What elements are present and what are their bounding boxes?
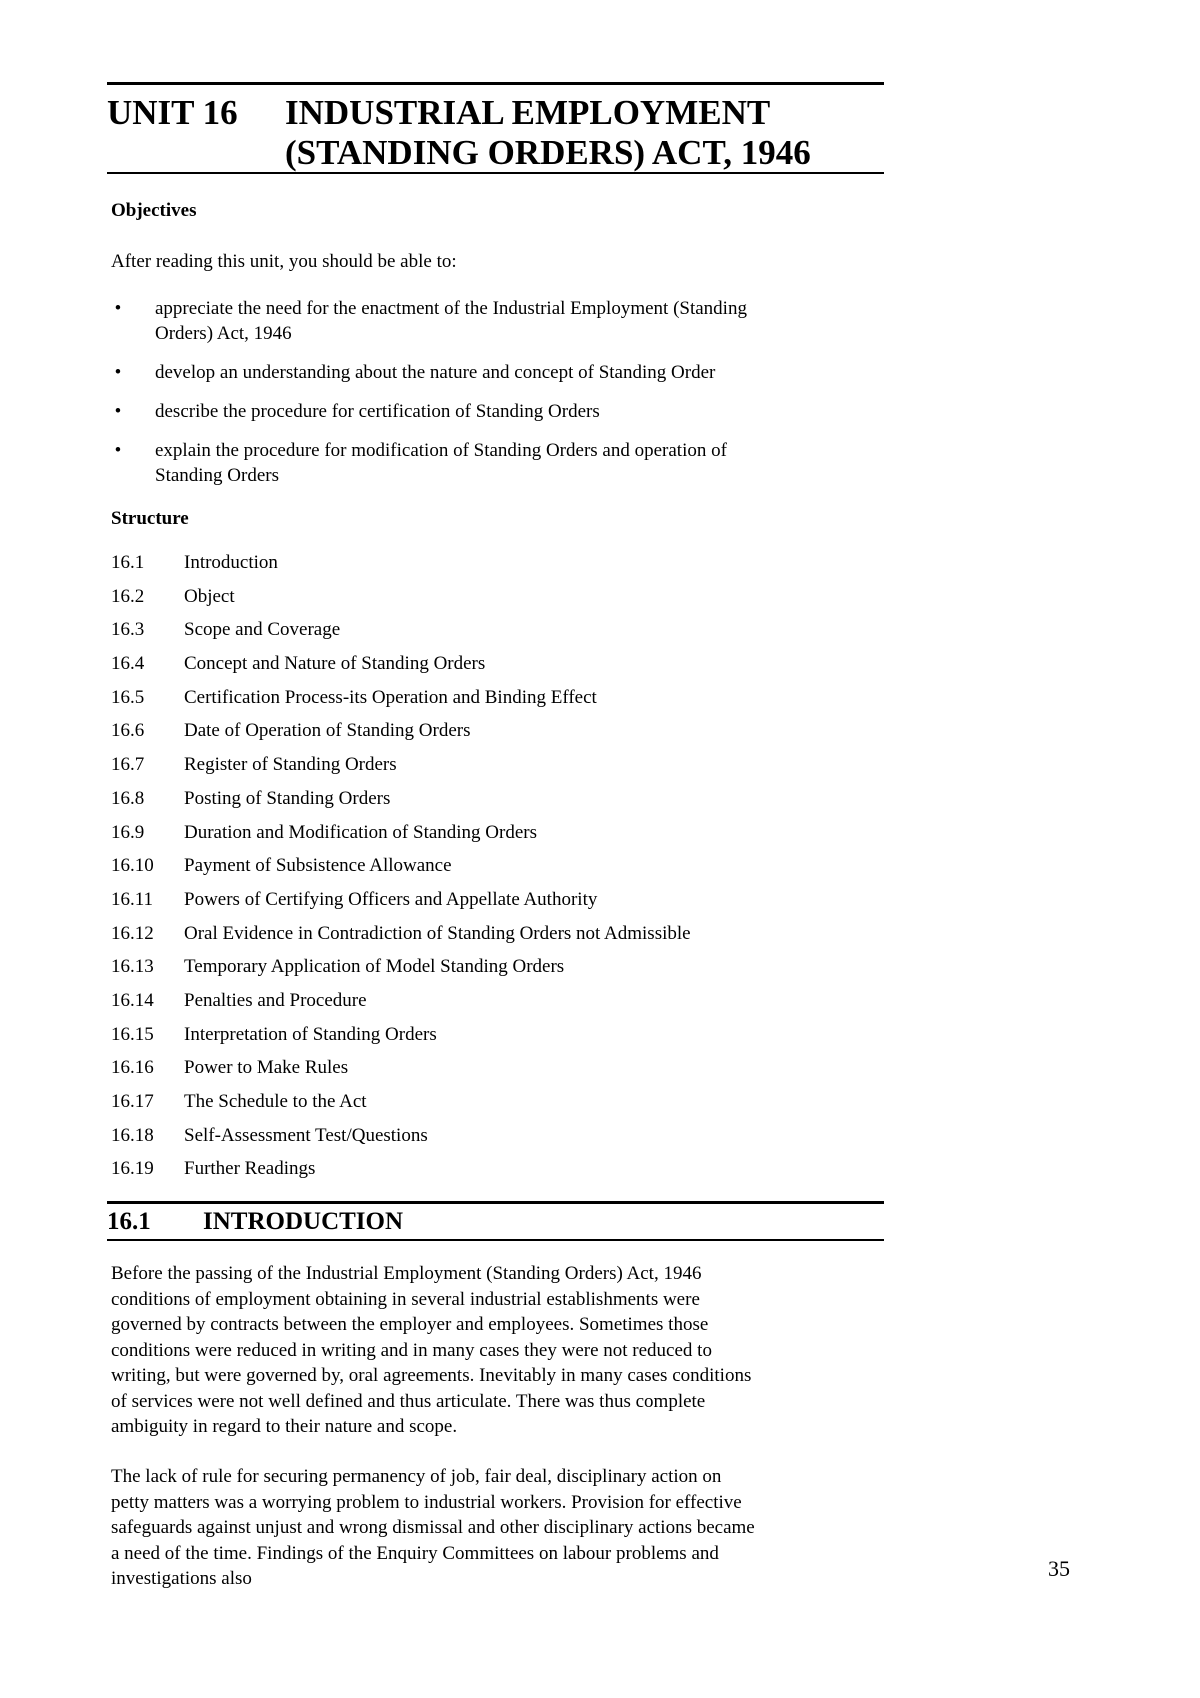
paragraph-line: conditions of employment obtaining in several industrial establishments were bbox=[111, 1288, 700, 1310]
objective-text-line: appreciate the need for the enactment of the Industrial Employment (Standing bbox=[155, 298, 747, 319]
paragraph-line: The lack of rule for securing permanency of job, fair deal, disciplinary action on bbox=[111, 1466, 722, 1487]
structure-item-number: 16.18 bbox=[111, 1124, 154, 1146]
structure-item-title: Posting of Standing Orders bbox=[184, 787, 391, 809]
structure-item bbox=[111, 617, 691, 651]
structure-item-number: 16.15 bbox=[111, 1023, 154, 1045]
bullet-icon: • bbox=[114, 362, 122, 383]
unit-title-row-1 bbox=[107, 93, 884, 133]
objective-text-line: explain the procedure for modification of Standing Orders and operation of bbox=[155, 440, 727, 461]
structure-item-title: Interpretation of Standing Orders bbox=[184, 1023, 437, 1045]
structure-item-number: 16.16 bbox=[111, 1057, 154, 1079]
objective-text-line: develop an understanding about the nature and concept of Standing Order bbox=[155, 362, 716, 383]
structure-item-number: 16.3 bbox=[111, 619, 145, 641]
page-number: 35 bbox=[1048, 1556, 1070, 1581]
structure-item-number: 16.9 bbox=[111, 821, 145, 843]
unit-label: UNIT 16 bbox=[107, 93, 238, 132]
structure-item-number: 16.12 bbox=[111, 922, 154, 944]
objective-item bbox=[111, 296, 871, 346]
objective-text-line: Orders) Act, 1946 bbox=[155, 323, 292, 344]
structure-item-number: 16.19 bbox=[111, 1158, 154, 1180]
structure-item-number: 16.10 bbox=[111, 855, 154, 877]
structure-item-number: 16.17 bbox=[111, 1091, 154, 1112]
structure-item bbox=[111, 1123, 691, 1157]
structure-item bbox=[111, 685, 691, 719]
structure-item-number: 16.4 bbox=[111, 653, 145, 675]
paragraph-line: governed by contracts between the employer and employees. Sometimes those bbox=[111, 1314, 709, 1335]
structure-item bbox=[111, 853, 691, 887]
structure-item-title: Introduction bbox=[184, 552, 278, 573]
structure-item-title: Scope and Coverage bbox=[184, 619, 341, 641]
unit-title-line-1: INDUSTRIAL EMPLOYMENT bbox=[285, 93, 771, 132]
structure-item bbox=[111, 988, 691, 1022]
paragraph-line: safeguards against unjust and wrong dismissal and other disciplinary actions became bbox=[111, 1517, 755, 1538]
unit-title-line-2: (STANDING ORDERS) ACT, 1946 bbox=[285, 133, 811, 172]
structure-item-title: Self-Assessment Test/Questions bbox=[184, 1124, 428, 1146]
structure-item bbox=[111, 550, 691, 584]
introduction-section-number: 16.1 bbox=[107, 1207, 151, 1235]
objective-item bbox=[111, 360, 871, 385]
objective-text-line: describe the procedure for certification of Standing Orders bbox=[155, 401, 600, 422]
introduction-paragraph-1 bbox=[111, 1261, 891, 1440]
structure-item-title: Register of Standing Orders bbox=[184, 754, 397, 776]
objectives-list bbox=[111, 296, 871, 502]
structure-item-number: 16.2 bbox=[111, 585, 145, 607]
paragraph-line: ambiguity in regard to their nature and scope. bbox=[111, 1416, 458, 1437]
structure-item-title: Temporary Application of Model Standing Orders bbox=[184, 956, 565, 978]
structure-item-title: Certification Process-its Operation and Binding Effect bbox=[184, 686, 597, 708]
paragraph-line: writing, but were governed by, oral agreements. Inevitably in many cases conditions bbox=[111, 1365, 752, 1386]
structure-item-number: 16.13 bbox=[111, 956, 154, 978]
structure-item-title: The Schedule to the Act bbox=[184, 1091, 367, 1112]
structure-item-title: Powers of Certifying Officers and Appellate Authority bbox=[184, 888, 598, 910]
structure-item-number: 16.7 bbox=[111, 754, 145, 776]
paragraph-line: conditions were reduced in writing and in many cases they were not reduced to bbox=[111, 1339, 712, 1361]
introduction-section-header bbox=[107, 1201, 884, 1241]
structure-item-title: Further Readings bbox=[184, 1158, 316, 1180]
structure-item bbox=[111, 921, 691, 955]
bullet-icon: • bbox=[114, 440, 122, 461]
structure-item-title: Object bbox=[184, 585, 235, 607]
structure-item bbox=[111, 752, 691, 786]
paragraph-line: a need of the time. Findings of the Enquiry Committees on labour problems and bbox=[111, 1542, 719, 1564]
structure-item-number: 16.6 bbox=[111, 720, 145, 742]
structure-item-number: 16.1 bbox=[111, 552, 145, 573]
structure-item bbox=[111, 584, 691, 618]
introduction-paragraph-2 bbox=[111, 1464, 891, 1592]
bullet-icon: • bbox=[114, 401, 122, 422]
bullet-icon: • bbox=[114, 298, 122, 319]
paragraph-line: Before the passing of the Industrial Employment (Standing Orders) Act, 1946 bbox=[111, 1263, 702, 1284]
structure-item-number: 16.8 bbox=[111, 787, 145, 809]
unit-header bbox=[107, 82, 884, 174]
paragraph-line: petty matters was a worrying problem to industrial workers. Provision for effective bbox=[111, 1491, 742, 1513]
structure-item bbox=[111, 820, 691, 854]
objectives-heading: Objectives bbox=[111, 200, 197, 221]
paragraph-line: investigations also bbox=[111, 1568, 252, 1589]
objective-text-line: Standing Orders bbox=[155, 465, 280, 486]
structure-item-title: Concept and Nature of Standing Orders bbox=[184, 653, 486, 675]
structure-item-number: 16.11 bbox=[111, 888, 154, 910]
structure-heading: Structure bbox=[111, 508, 189, 529]
structure-item-title: Oral Evidence in Contradiction of Standing Orders not Admissible bbox=[184, 922, 691, 944]
introduction-section-title: INTRODUCTION bbox=[203, 1207, 404, 1235]
objective-item bbox=[111, 399, 871, 424]
structure-item bbox=[111, 786, 691, 820]
paragraph-line: of services were not well defined and thus articulate. There was thus complete bbox=[111, 1390, 706, 1412]
structure-item bbox=[111, 887, 691, 921]
structure-item bbox=[111, 718, 691, 752]
unit-title-row-2 bbox=[107, 133, 884, 173]
unit-label-spacer bbox=[107, 133, 285, 173]
objective-item bbox=[111, 438, 871, 488]
structure-item-number: 16.5 bbox=[111, 686, 145, 708]
structure-item bbox=[111, 1022, 691, 1056]
structure-item-title: Penalties and Procedure bbox=[184, 989, 367, 1011]
structure-item bbox=[111, 651, 691, 685]
structure-item-title: Power to Make Rules bbox=[184, 1057, 349, 1079]
structure-list bbox=[111, 550, 691, 1190]
structure-item bbox=[111, 1089, 691, 1123]
structure-item bbox=[111, 954, 691, 988]
objectives-intro: After reading this unit, you should be able to: bbox=[111, 251, 457, 272]
structure-item-title: Duration and Modification of Standing Orders bbox=[184, 821, 538, 843]
structure-item-title: Payment of Subsistence Allowance bbox=[184, 855, 452, 877]
structure-item bbox=[111, 1055, 691, 1089]
structure-item-title: Date of Operation of Standing Orders bbox=[184, 720, 471, 742]
structure-item-number: 16.14 bbox=[111, 989, 154, 1011]
structure-item bbox=[111, 1156, 691, 1190]
